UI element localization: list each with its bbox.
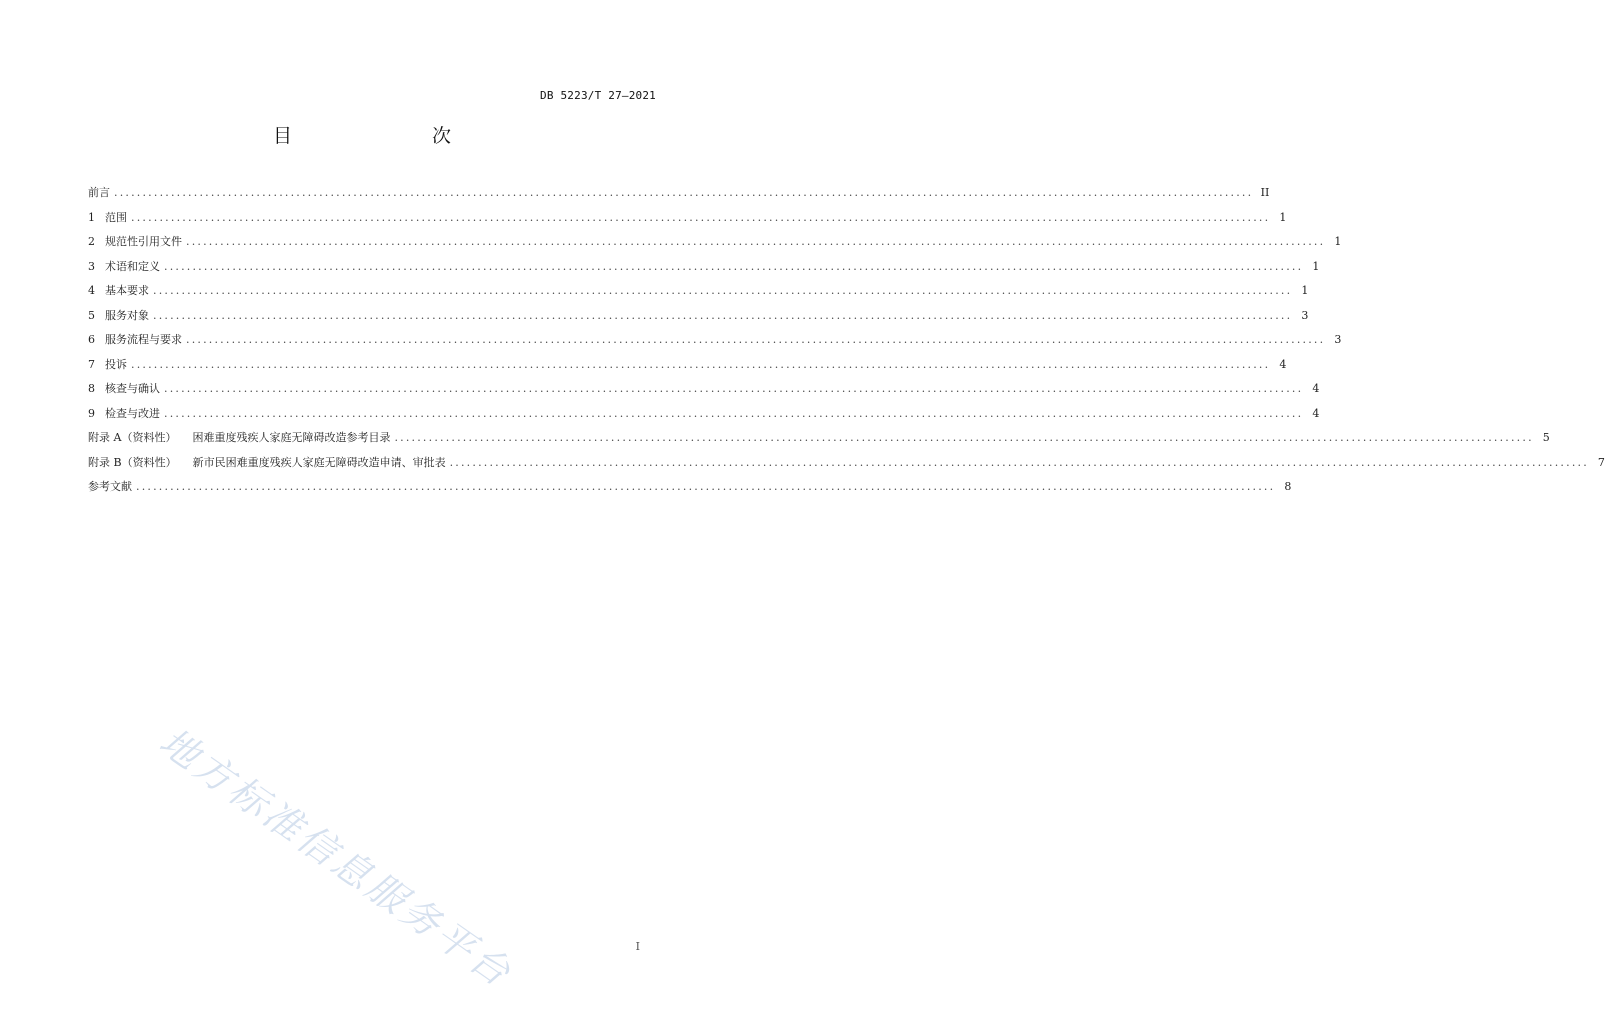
toc-leader-dots: ........................................................................................................................................................................................................ — [186, 235, 1326, 248]
toc-leader-dots: ........................................................................................................................................................................................................ — [449, 455, 1589, 469]
toc-number: 9 — [88, 406, 95, 420]
toc-number: 8 — [88, 382, 95, 395]
toc-entry-inspection-improvement[interactable] — [88, 405, 1320, 430]
toc-label: 基本要求 — [105, 284, 149, 297]
appendix-label: 附录 A（资料性） — [88, 431, 177, 444]
toc-page-number: 5 — [1542, 431, 1550, 444]
toc-label: 核查与确认 — [105, 382, 160, 395]
appendix-title: 困难重度残疾人家庭无障碍改造参考目录 — [192, 431, 391, 444]
toc-leader-dots: ........................................................................................................................................................................................................ — [131, 210, 1271, 224]
toc-number: 1 — [88, 210, 95, 224]
toc-entry-verification[interactable] — [88, 380, 1320, 405]
toc-page-number: 8 — [1284, 480, 1292, 493]
toc-page-number: 1 — [1301, 284, 1309, 297]
toc-leader-dots: ........................................................................................................................................................................................................ — [164, 259, 1304, 273]
footer-page-number: I — [635, 940, 640, 953]
toc-page-number: 4 — [1279, 357, 1287, 371]
toc-leader-dots: ........................................................................................................................................................................................................ — [153, 308, 1293, 322]
toc-entry-complaints[interactable] — [88, 356, 1287, 381]
toc-page-number: 3 — [1334, 333, 1342, 346]
toc-label: 范围 — [105, 210, 127, 224]
toc-label: 参考文献 — [88, 480, 132, 493]
toc-entry-service-targets[interactable] — [88, 307, 1309, 332]
watermark: 地方标准信息服务平台 — [151, 719, 521, 997]
toc-leader-dots: ........................................................................................................................................................................................................ — [114, 186, 1254, 199]
toc-label: 投诉 — [105, 357, 127, 371]
toc-entry-foreword[interactable] — [88, 184, 1270, 209]
table-of-contents — [88, 184, 1605, 503]
toc-page-number: 7 — [1597, 455, 1605, 469]
toc-leader-dots: ........................................................................................................................................................................................................ — [153, 284, 1293, 297]
toc-entry-appendix-b[interactable] — [88, 454, 1605, 479]
toc-label: 服务对象 — [105, 308, 149, 322]
toc-entry-bibliography[interactable] — [88, 478, 1292, 503]
toc-number: 4 — [88, 284, 95, 297]
toc-number: 2 — [88, 235, 95, 248]
toc-label — [88, 429, 390, 447]
appendix-title: 新市民困难重度残疾人家庭无障碍改造申请、审批表 — [192, 455, 446, 469]
toc-entry-scope[interactable] — [88, 209, 1287, 234]
toc-entry-normative-references[interactable] — [88, 233, 1342, 258]
document-code: DB 5223/T 27—2021 — [540, 89, 656, 102]
toc-label: 规范性引用文件 — [105, 235, 182, 248]
toc-number: 3 — [88, 259, 95, 273]
toc-label: 前言 — [88, 186, 110, 199]
toc-label: 检查与改进 — [105, 406, 160, 420]
appendix-label: 附录 B（资料性） — [88, 455, 177, 469]
toc-number: 7 — [88, 357, 95, 371]
toc-entry-basic-requirements[interactable] — [88, 282, 1309, 307]
toc-leader-dots: ........................................................................................................................................................................................................ — [186, 333, 1326, 346]
toc-number: 5 — [88, 308, 95, 322]
toc-page-number: 1 — [1334, 235, 1342, 248]
toc-entry-appendix-a[interactable] — [88, 429, 1550, 454]
toc-entry-terms-definitions[interactable] — [88, 258, 1320, 283]
toc-label: 术语和定义 — [105, 259, 160, 273]
toc-page-number: 4 — [1312, 382, 1320, 395]
toc-label — [88, 454, 446, 472]
toc-page-number: 3 — [1301, 308, 1309, 322]
toc-leader-dots: ........................................................................................................................................................................................................ — [136, 480, 1276, 493]
toc-page-number: 1 — [1312, 259, 1320, 273]
toc-label: 服务流程与要求 — [105, 333, 182, 346]
toc-page-number: 1 — [1279, 210, 1287, 224]
toc-page-number: II — [1260, 186, 1270, 199]
page-title: 目 次 — [272, 125, 485, 147]
toc-page-number: 4 — [1312, 406, 1320, 420]
toc-number: 6 — [88, 333, 95, 346]
toc-leader-dots: ........................................................................................................................................................................................................ — [394, 431, 1534, 444]
toc-leader-dots: ........................................................................................................................................................................................................ — [131, 357, 1271, 371]
toc-entry-service-process[interactable] — [88, 331, 1342, 356]
toc-leader-dots: ........................................................................................................................................................................................................ — [164, 382, 1304, 395]
toc-leader-dots: ........................................................................................................................................................................................................ — [164, 406, 1304, 420]
